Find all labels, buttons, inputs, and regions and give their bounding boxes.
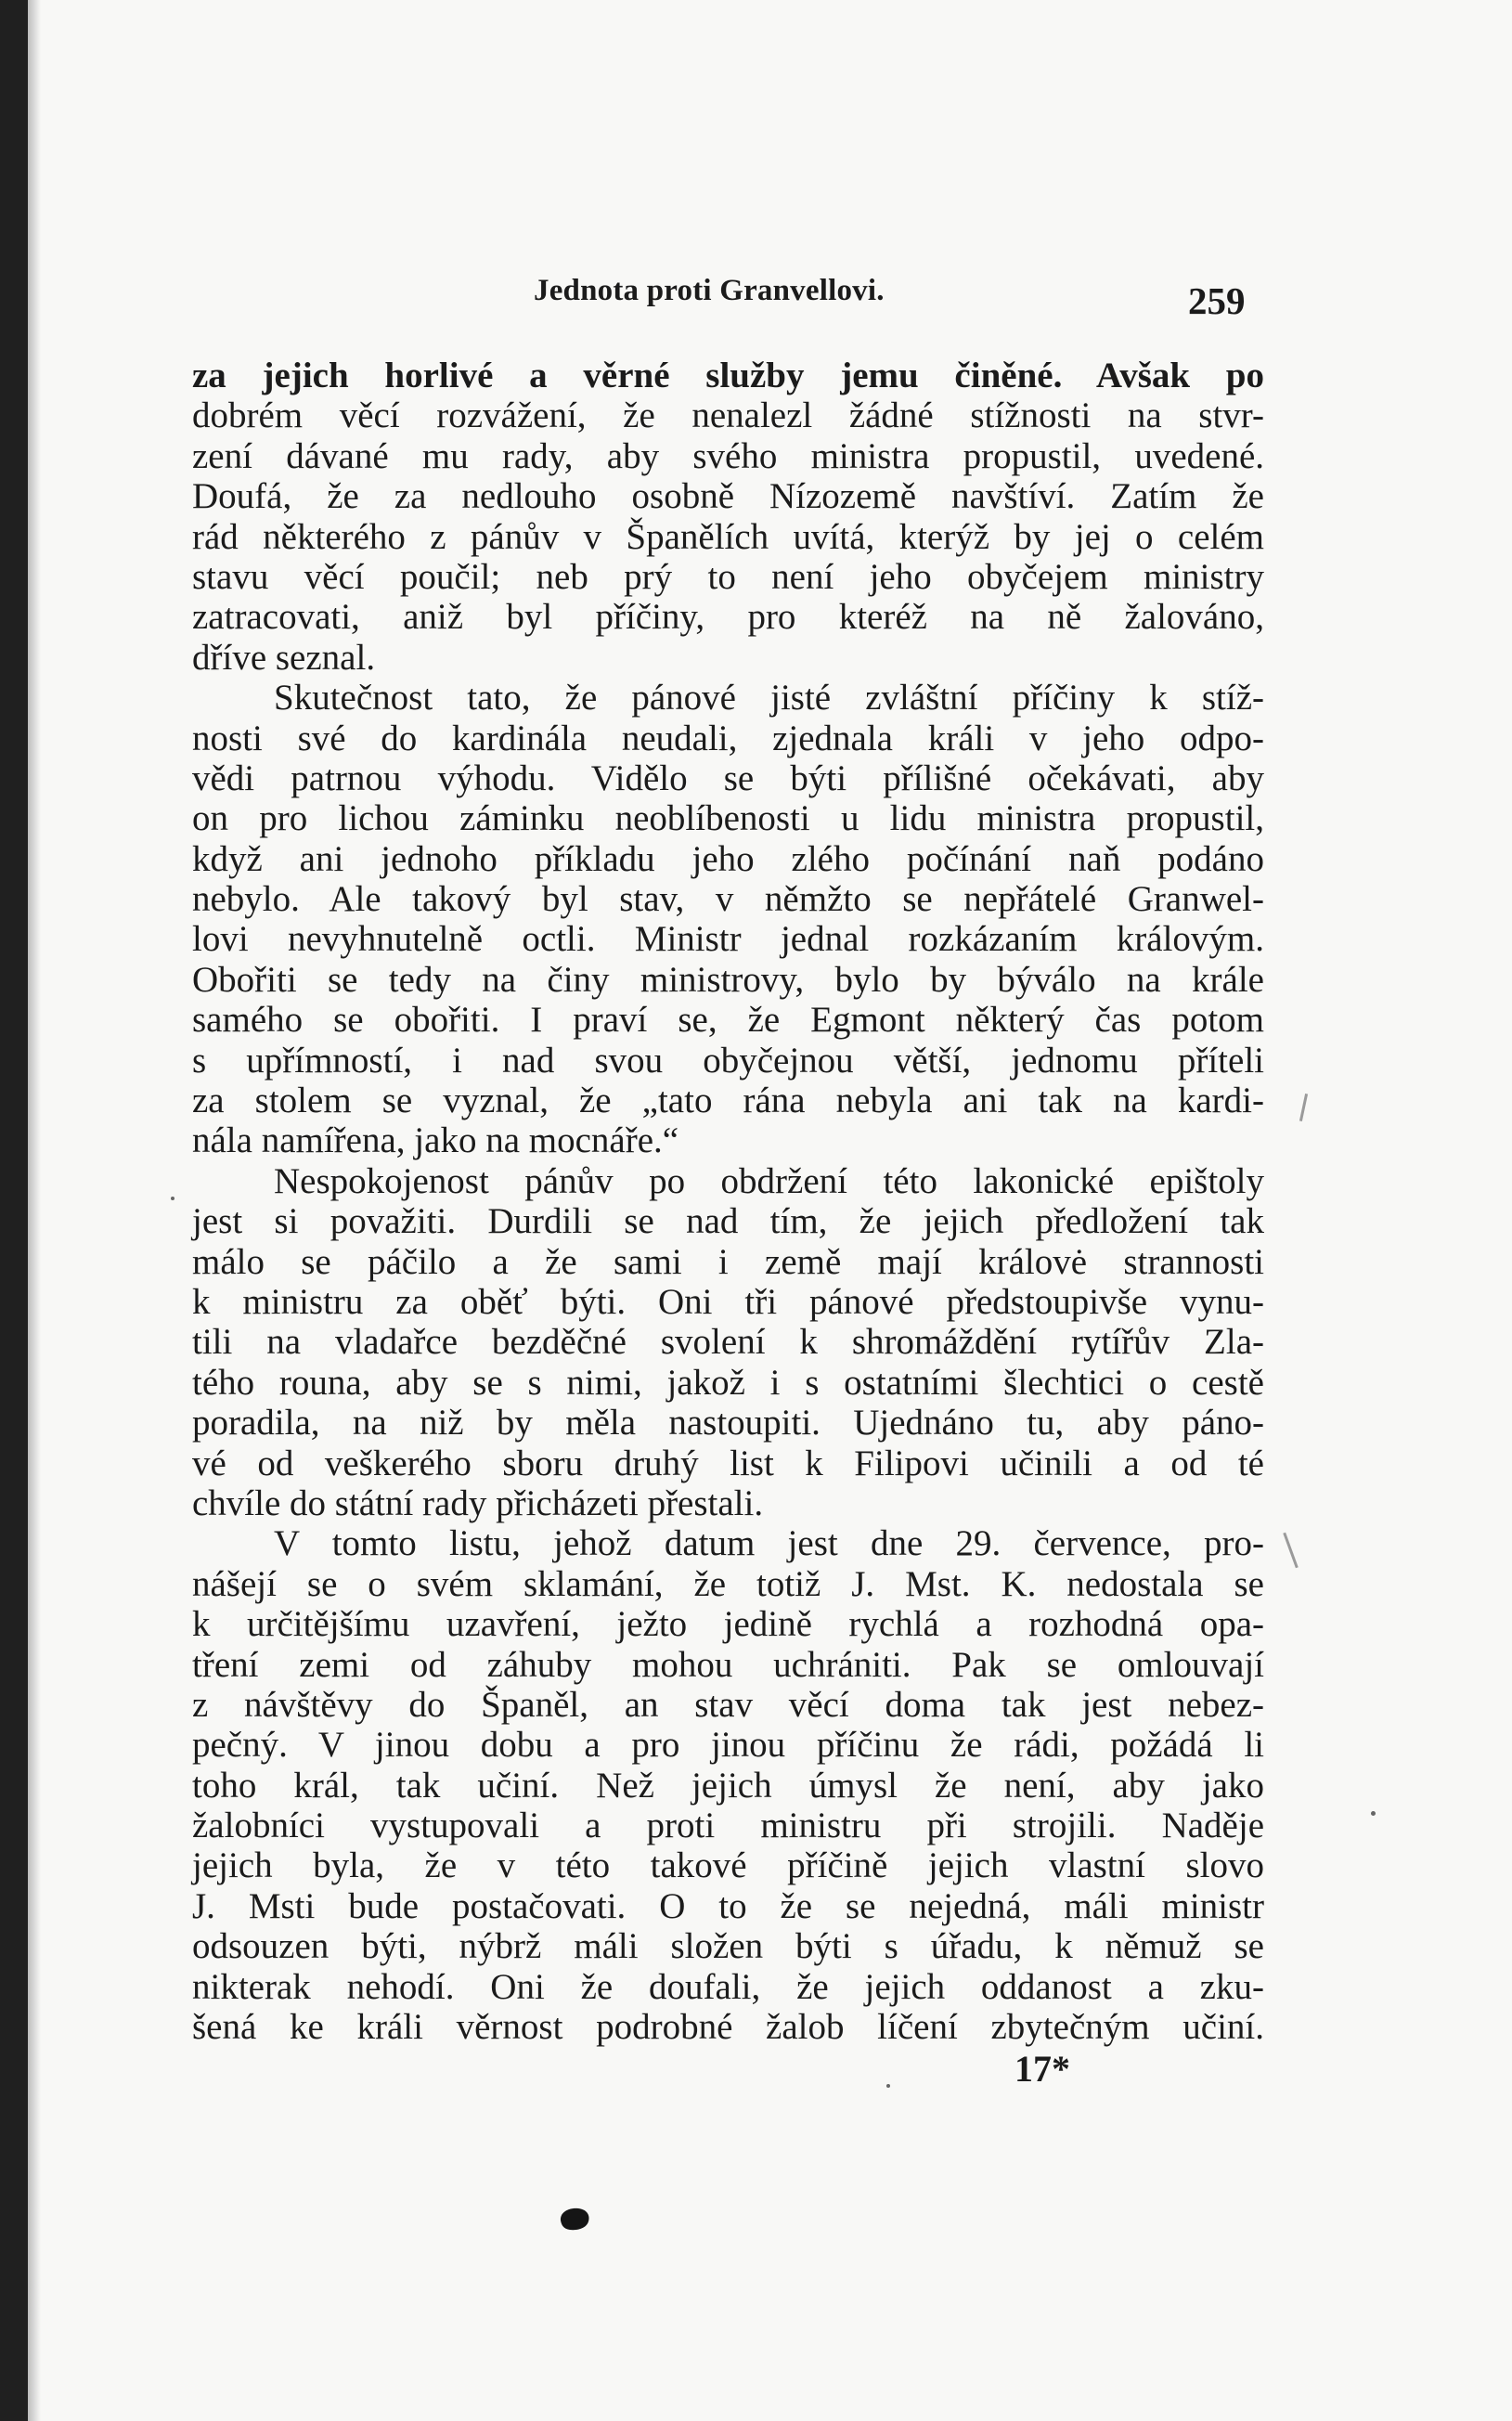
text-line: Nespokojenost pánův po obdržení této lakonické epištoly <box>274 1160 1264 1201</box>
scan-shadow <box>28 0 41 2421</box>
text-line: Obořiti se tedy na činy ministrovy, bylo by býválo na krále <box>192 959 1264 1000</box>
text-line: za jejich horlivé a věrné služby jemu činěné. Avšak po <box>192 356 1264 395</box>
text-line: jejich byla, že v této takové příčině jejich vlastní slovo <box>192 1845 1264 1886</box>
margin-pencil-mark <box>1299 1094 1308 1121</box>
text-line: odsouzen býti, nýbrž máli složen býti s úřadu, k němuž se <box>192 1926 1264 1967</box>
page-number: 259 <box>1188 279 1246 322</box>
text-line: chvíle do státní rady přicházeti přestali. <box>192 1482 764 1523</box>
running-header-title: Jednota proti Granvellovi. <box>534 274 885 307</box>
body-text <box>192 356 1264 2047</box>
signature-mark: 17* <box>1014 2048 1070 2090</box>
margin-pencil-mark <box>1283 1533 1299 1569</box>
text-line: samého se obořiti. I praví se, že Egmont některý čas potom <box>192 1000 1264 1041</box>
text-line: s upřímností, i nad svou obyčejnou větší, jednomu příteli <box>192 1040 1264 1081</box>
text-line: jest si považiti. Durdili se nad tím, že jejich předložení tak <box>192 1201 1264 1242</box>
margin-speck <box>1371 1811 1376 1816</box>
text-line: nášejí se o svém sklamání, že totiž J. Mst. K. nedostala se <box>192 1563 1264 1604</box>
text-line: nikterak nehodí. Oni že doufali, že jejich oddanost a zku- <box>192 1966 1264 2007</box>
text-line: tili na vladařce bezděčné svolení k shromáždění rytířův Zla- <box>192 1322 1264 1363</box>
text-line: nála namířena, jako na mocnáře.“ <box>192 1120 679 1161</box>
text-line: šená ke králi věrnost podrobné žalob líčení zbytečným učiní. <box>192 2007 1264 2048</box>
text-line: vědi patrnou výhodu. Vidělo se býti přílišné očekávati, aby <box>192 757 1264 798</box>
text-line: zení dávané mu rady, aby svého ministra propustil, uvedené. <box>192 435 1264 476</box>
text-line: rád některého z pánův v Španělích uvítá, kterýž by jej o celém <box>192 516 1264 557</box>
text-line: k určitějšímu uzavření, ježto jedině rychlá a rozhodná opa- <box>192 1604 1264 1645</box>
scan-edge <box>0 0 28 2421</box>
text-line: když ani jednoho příkladu jeho zlého počínání naň podáno <box>192 838 1264 879</box>
text-line: Skutečnost tato, že pánové jisté zvláštní příčiny k stíž- <box>274 678 1264 719</box>
text-line: tého rouna, aby se s nimi, jakož i s ostatními šlechtici o cestě <box>192 1362 1264 1403</box>
text-line: nosti své do kardinála neudali, zjednala králi v jeho odpo- <box>192 718 1264 758</box>
text-line: k ministru za oběť býti. Oni tři pánové předstoupivše vynu- <box>192 1281 1264 1322</box>
text-line: málo se páčilo a že sami i země mají královė strannosti <box>192 1241 1264 1282</box>
text-line: on pro lichou záminku neoblíbenosti u lidu ministra propustil, <box>192 798 1264 839</box>
text-line: dobrém věcí rozvážení, že nenalezl žádné stížnosti na stvr- <box>192 395 1264 436</box>
text-line: J. Msti bude postačovati. O to že se nejedná, máli ministr <box>192 1885 1264 1926</box>
text-line: tření zemi od záhuby mohou uchrániti. Pak se omlouvají <box>192 1644 1264 1685</box>
margin-speck <box>171 1197 174 1200</box>
text-line: z návštěvy do Španěl, an stav věcí doma tak jest nebez- <box>192 1684 1264 1725</box>
text-line: V tomto listu, jehož datum jest dne 29. července, pro- <box>274 1523 1264 1564</box>
text-line: žalobníci vystupovali a proti ministru při strojili. Naděje <box>192 1806 1264 1846</box>
ink-blot-icon <box>558 2205 591 2233</box>
text-line: pečný. V jinou dobu a pro jinou příčinu že rádi, požádá li <box>192 1725 1264 1766</box>
text-line: zatracovati, aniž byl příčiny, pro kteréž na ně žalováno, <box>192 597 1264 638</box>
text-line: poradila, na niž by měla nastoupiti. Ujednáno tu, aby páno- <box>192 1403 1264 1444</box>
text-line: stavu věcí poučil; neb prý to není jeho obyčejem ministry <box>192 556 1264 597</box>
text-line: nebylo. Ale takový byl stav, v němžto se nepřátelé Granwel- <box>192 879 1264 920</box>
margin-speck <box>886 2084 890 2088</box>
text-line: za stolem se vyznal, že „tato rána nebyla ani tak na kardi- <box>192 1081 1264 1121</box>
text-line: vé od veškerého sboru druhý list k Filipovi učinili a od té <box>192 1443 1264 1483</box>
text-line: dříve seznal. <box>192 637 376 678</box>
text-line: toho král, tak učiní. Než jejich úmysl že není, aby jako <box>192 1765 1264 1806</box>
text-line: lovi nevyhnutelně octli. Ministr jednal rozkázaním královým. <box>192 919 1264 960</box>
text-line: Doufá, že za nedlouho osobně Nízozemě navštíví. Zatím že <box>192 476 1264 517</box>
